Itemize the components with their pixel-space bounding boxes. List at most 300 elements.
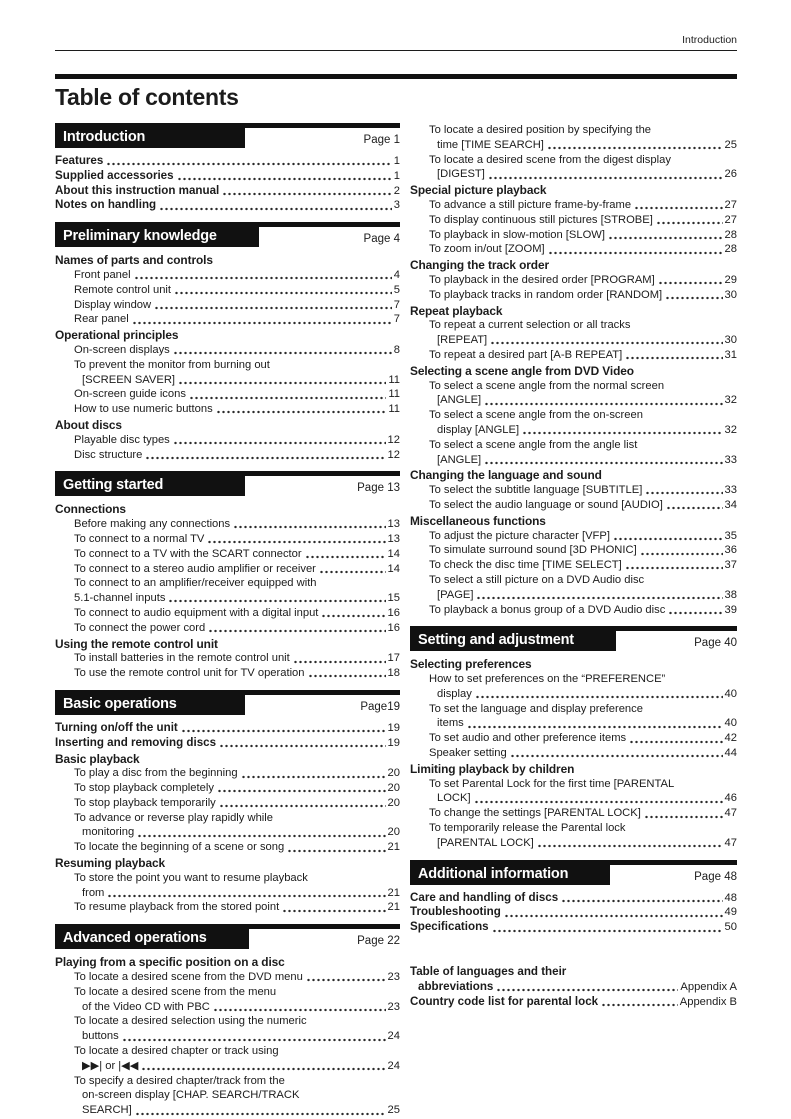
toc-entry-label: ▶▶| or |◀◀	[82, 1059, 139, 1072]
page-number: 24	[387, 1059, 400, 1072]
section-page-label: Page19	[360, 700, 400, 713]
toc-entry-label: To change the settings [PARENTAL LOCK]	[429, 807, 641, 820]
toc-entry-line	[74, 900, 400, 915]
leader-dots	[474, 800, 723, 804]
toc-entry	[410, 213, 737, 228]
toc-entry	[55, 387, 400, 402]
toc-entry-label: To install batteries in the remote control unit	[74, 652, 290, 665]
page-number: 20	[387, 782, 400, 795]
toc-entry-label: items	[437, 717, 464, 730]
toc-entry	[410, 348, 737, 363]
page-number: 12	[387, 448, 400, 461]
toc-entry-label: Speaker setting	[429, 747, 507, 760]
section-header	[55, 471, 400, 496]
page-number: 17	[387, 652, 400, 665]
title-rule	[55, 74, 737, 79]
leader-dots	[282, 909, 385, 913]
toc-entry-line	[429, 153, 737, 168]
leader-dots	[107, 894, 385, 898]
page-number: 7	[393, 313, 400, 326]
toc-entry	[55, 184, 400, 199]
leader-dots	[122, 1038, 386, 1042]
toc-subheading: Limiting playback by children	[410, 761, 575, 776]
toc-entry	[55, 900, 400, 915]
toc-entry-line	[429, 672, 737, 687]
leader-dots	[305, 555, 386, 559]
toc-entry-label: To resume playback from the stored point	[74, 901, 280, 914]
toc-entry	[55, 576, 400, 606]
leader-dots	[213, 1008, 386, 1012]
toc-subheading: Resuming playback	[55, 856, 165, 871]
toc-entry-line	[429, 318, 737, 333]
leader-dots	[475, 695, 723, 699]
page-number: 29	[724, 273, 737, 286]
toc-entry	[55, 448, 400, 463]
toc-subheading: Special picture playback	[410, 183, 547, 198]
toc-entry-line	[429, 777, 737, 792]
page-number: 19	[387, 721, 400, 734]
page-number: 48	[724, 891, 737, 904]
toc-entry	[410, 153, 737, 183]
page-number: 25	[724, 138, 737, 151]
toc-subheading: Changing the track order	[410, 258, 549, 273]
toc-entry	[410, 228, 737, 243]
toc-entry-line	[74, 985, 400, 1000]
toc-entry-label: To playback in slow-motion [SLOW]	[429, 228, 605, 241]
toc-entry-line	[429, 716, 737, 731]
leader-dots	[219, 804, 386, 808]
leader-dots	[484, 461, 722, 465]
toc-entry	[55, 358, 400, 388]
toc-entry-label: display	[437, 687, 472, 700]
leader-dots	[496, 988, 678, 992]
toc-entry-line	[74, 651, 400, 666]
leader-dots	[141, 1067, 385, 1071]
toc-entry-label: To set audio and other preference items	[429, 732, 627, 745]
toc-entry-line	[429, 687, 737, 702]
toc-entry-line	[429, 228, 737, 243]
toc-entry-line	[74, 970, 400, 985]
toc-entry	[410, 242, 737, 257]
toc-entry-label: To playback in the desired order [PROGRAM]	[429, 273, 655, 286]
leader-dots	[135, 1112, 386, 1116]
toc-entry	[410, 543, 737, 558]
page-number: 49	[724, 906, 737, 919]
toc-entry	[55, 985, 400, 1015]
page-content	[55, 34, 737, 1118]
toc-entry	[55, 606, 400, 621]
toc-entry	[55, 402, 400, 417]
toc-entry-label: Display window	[74, 298, 152, 311]
toc-entry-line	[74, 1029, 400, 1044]
toc-entry-label: To use the remote control unit for TV operation	[74, 667, 305, 680]
toc-entry-label: To specify a desired chapter/track from the	[74, 1074, 285, 1087]
toc-entry	[55, 796, 400, 811]
toc-entry-line	[74, 1059, 400, 1074]
toc-entry-label: To locate a desired scene from the menu	[74, 985, 277, 998]
toc-subheading: Repeat playback	[410, 303, 503, 318]
toc-entry-label: To connect to a stereo audio amplifier or receiver	[74, 562, 316, 575]
toc-entry	[410, 746, 737, 761]
toc-entry-line	[429, 213, 737, 228]
toc-entry-line	[429, 348, 737, 363]
toc-entry-label: [PAGE]	[437, 588, 474, 601]
toc-entry-label: On-screen guide icons	[74, 388, 186, 401]
toc-entry	[410, 529, 737, 544]
leader-dots	[216, 410, 387, 414]
leader-dots	[217, 789, 386, 793]
toc-entry	[55, 766, 400, 781]
page-number: 1	[393, 155, 400, 167]
toc-entry	[55, 532, 400, 547]
toc-entry-label: About this instruction manual	[55, 183, 220, 197]
toc-entry-line	[429, 821, 737, 836]
toc-entry-line	[74, 1000, 400, 1015]
toc-entry-line	[74, 840, 400, 855]
leader-dots	[168, 599, 385, 603]
toc-entry-label: To advance a still picture frame-by-frame	[429, 198, 632, 211]
page-number: 35	[724, 529, 737, 542]
section-header	[55, 924, 400, 949]
leader-dots	[241, 775, 386, 779]
toc-entry-label: To connect to a normal TV	[74, 532, 205, 545]
toc-entry-label: time [TIME SEARCH]	[437, 138, 544, 151]
toc-subheading: Miscellaneous functions	[410, 513, 546, 528]
page-number: 11	[388, 373, 400, 386]
section-header	[55, 123, 400, 148]
section-header	[410, 626, 737, 651]
section-page-label: Page 22	[357, 935, 400, 948]
toc-entry-line	[55, 721, 400, 736]
toc-entry	[55, 169, 400, 184]
section-header-label: Getting started	[63, 477, 164, 494]
section-header-box	[55, 929, 249, 949]
toc-entry	[410, 995, 737, 1010]
toc-entry	[55, 1044, 400, 1074]
page-number: 8	[393, 343, 400, 356]
toc-entry-line	[74, 312, 400, 327]
toc-entry	[410, 123, 737, 153]
toc-entry	[55, 562, 400, 577]
toc-entry-line	[429, 167, 737, 182]
leader-dots	[174, 291, 392, 295]
toc-entry-line	[429, 806, 737, 821]
toc-entry-line	[74, 621, 400, 636]
page-number: 14	[387, 562, 400, 575]
leader-dots	[233, 525, 385, 529]
page-number: 30	[724, 288, 737, 301]
toc-entry	[55, 651, 400, 666]
toc-subheading: Names of parts and controls	[55, 253, 213, 268]
toc-entry-label: To select the subtitle language [SUBTITLE]	[429, 484, 643, 497]
toc-entry-line	[429, 543, 737, 558]
toc-entry-line	[429, 423, 737, 438]
section-page-label: Page 4	[363, 233, 400, 246]
toc-entry-label: [DIGEST]	[437, 168, 485, 181]
toc-entry-line	[429, 453, 737, 468]
toc-entry-line	[429, 498, 737, 513]
leader-dots	[510, 754, 723, 758]
page-number: 32	[724, 394, 737, 407]
page-number: 15	[387, 592, 400, 605]
toc-entry-label: Specifications	[410, 920, 489, 934]
leader-dots	[537, 844, 723, 848]
leader-dots	[504, 914, 723, 918]
toc-entry-label: Care and handling of discs	[410, 890, 559, 904]
toc-entry-line	[74, 591, 400, 606]
toc-entry	[55, 547, 400, 562]
section-header	[55, 222, 400, 247]
toc-columns	[55, 123, 737, 1118]
toc-entry	[410, 379, 737, 409]
page-number: 14	[387, 547, 400, 560]
toc-entry-label: To simulate surround sound [3D PHONIC]	[429, 544, 637, 557]
toc-entry	[55, 154, 400, 169]
toc-entry-label: of the Video CD with PBC	[82, 1000, 210, 1013]
toc-column-right	[410, 123, 737, 1009]
toc-entry	[55, 268, 400, 283]
leader-dots	[222, 192, 392, 196]
toc-entry-line	[55, 736, 400, 751]
toc-entry	[55, 721, 400, 736]
leader-dots	[666, 506, 723, 510]
toc-entry	[410, 198, 737, 213]
section-header	[55, 690, 400, 715]
toc-entry-line	[429, 791, 737, 806]
toc-entry-line	[429, 603, 737, 618]
toc-entry-line	[74, 532, 400, 547]
leader-dots	[132, 321, 392, 325]
section-header-box	[55, 227, 259, 247]
leader-dots	[467, 725, 723, 729]
toc-entry-label: Turning on/off the unit	[55, 720, 178, 734]
page-number: 39	[724, 603, 737, 616]
toc-entry-line	[410, 905, 737, 920]
toc-entry-label: Troubleshooting	[410, 905, 501, 919]
toc-entry-line	[429, 573, 737, 588]
toc-entry	[410, 318, 737, 348]
toc-entry-label: SEARCH]	[82, 1104, 132, 1117]
toc-entry-line	[429, 393, 737, 408]
toc-subheading: Operational principles	[55, 328, 179, 343]
toc-entry-line	[55, 169, 400, 184]
page-number: 11	[388, 388, 400, 401]
toc-entry-line	[74, 781, 400, 796]
toc-entry	[410, 920, 737, 935]
toc-entry-label: To select the audio language or sound [AUDIO]	[429, 498, 663, 511]
leader-dots	[189, 396, 386, 400]
toc-entry-line	[429, 288, 737, 303]
toc-entry-label: Notes on handling	[55, 198, 157, 212]
toc-entry-label: How to use numeric buttons	[74, 403, 213, 416]
page-number: 21	[387, 901, 400, 914]
toc-entry-line	[410, 965, 737, 980]
toc-entry-line	[74, 562, 400, 577]
toc-entry-line	[429, 529, 737, 544]
toc-entry-line	[74, 606, 400, 621]
leader-dots	[177, 177, 392, 181]
toc-entry-line	[74, 298, 400, 313]
toc-entry-label: To locate a desired position by specifying the	[429, 124, 652, 136]
toc-entry	[410, 273, 737, 288]
toc-entry-line	[74, 1014, 400, 1029]
section-header	[410, 860, 737, 885]
toc-entry	[55, 840, 400, 855]
leader-dots	[634, 206, 722, 210]
toc-entry-label: Features	[55, 154, 104, 167]
leader-dots	[308, 674, 386, 678]
section-header-box	[55, 128, 245, 148]
toc-entry-label: How to set preferences on the “PREFERENCE”	[429, 673, 666, 686]
page-number: 11	[388, 403, 400, 416]
page-number: 24	[387, 1030, 400, 1043]
toc-entry-label: To repeat a desired part [A-B REPEAT]	[429, 348, 623, 361]
toc-entry-line	[429, 731, 737, 746]
toc-entry-label: abbreviations	[418, 979, 494, 993]
toc-entry-line	[429, 836, 737, 851]
page-number: 28	[724, 243, 737, 256]
toc-entry-label: To connect to an amplifier/receiver equipped with	[74, 577, 317, 590]
leader-dots	[207, 540, 385, 544]
toc-entry-line	[74, 448, 400, 463]
page-number: 19	[387, 736, 400, 749]
toc-entry	[410, 702, 737, 732]
toc-subheading: Changing the language and sound	[410, 468, 602, 483]
toc-entry	[55, 1014, 400, 1044]
toc-entry-line	[74, 796, 400, 811]
toc-entry	[55, 1074, 400, 1118]
page-number: 40	[724, 717, 737, 730]
toc-subheading: Using the remote control unit	[55, 636, 218, 651]
leader-dots	[173, 351, 392, 355]
page-number: 37	[724, 559, 737, 572]
toc-entry-label: Table of languages and their	[410, 965, 567, 979]
toc-entry-label: To play a disc from the beginning	[74, 767, 238, 780]
toc-entry-label: To adjust the picture character [VFP]	[429, 529, 610, 542]
toc-entry	[55, 871, 400, 901]
toc-entry-line	[55, 154, 400, 169]
page-number: 50	[724, 921, 737, 934]
page-number: 18	[387, 667, 400, 680]
toc-entry-label: To select a scene angle from the on-screen	[429, 409, 643, 422]
leader-dots	[613, 537, 723, 541]
leader-dots	[306, 978, 386, 982]
leader-dots	[154, 306, 392, 310]
toc-entry-line	[74, 517, 400, 532]
toc-entry	[55, 433, 400, 448]
toc-entry-label: To advance or reverse play rapidly while	[74, 811, 273, 824]
toc-entry	[410, 438, 737, 468]
section-header-label: Introduction	[63, 129, 146, 145]
toc-entry-line	[74, 268, 400, 283]
toc-subheading: About discs	[55, 417, 122, 432]
toc-entry-line	[429, 746, 737, 761]
page-number: 2	[393, 184, 400, 197]
toc-entry-line	[429, 123, 737, 138]
toc-entry	[55, 666, 400, 681]
page-number: 32	[724, 423, 737, 436]
leader-dots	[561, 899, 722, 903]
toc-entry-label: To display continuous still pictures [STROBE]	[429, 213, 653, 226]
toc-entry-label: To check the disc time [TIME SELECT]	[429, 559, 622, 572]
toc-entry-line	[74, 433, 400, 448]
toc-entry	[410, 806, 737, 821]
page-number: 33	[724, 453, 737, 466]
toc-entry	[55, 298, 400, 313]
page-number: 3	[393, 199, 400, 212]
toc-entry	[410, 891, 737, 906]
leader-dots	[106, 162, 391, 166]
toc-entry	[410, 573, 737, 603]
section-header-box	[410, 631, 616, 651]
toc-entry-line	[410, 891, 737, 906]
toc-entry	[410, 821, 737, 851]
toc-entry-line	[429, 588, 737, 603]
leader-dots	[492, 929, 723, 933]
leader-dots	[476, 596, 722, 600]
toc-entry	[55, 621, 400, 636]
section-page-label: Page 13	[357, 482, 400, 495]
toc-entry-label: [SCREEN SAVER]	[82, 373, 176, 386]
leader-dots	[137, 834, 385, 838]
toc-entry-line	[74, 547, 400, 562]
toc-entry-label: [REPEAT]	[437, 334, 488, 347]
toc-entry-line	[74, 871, 400, 886]
leader-dots	[293, 660, 386, 664]
toc-entry-label: Rear panel	[74, 313, 129, 326]
toc-entry	[410, 498, 737, 513]
toc-entry	[410, 965, 737, 995]
toc-entry	[55, 736, 400, 751]
toc-entry-label: Supplied accessories	[55, 168, 174, 182]
toc-entry-label: To locate a desired selection using the numeric	[74, 1015, 307, 1028]
page-number: 16	[387, 621, 400, 634]
toc-entry-label: on-screen display [CHAP. SEARCH/TRACK	[82, 1089, 300, 1102]
toc-entry-label: To playback a bonus group of a DVD Audio disc	[429, 603, 666, 616]
page-title: Table of contents	[55, 84, 239, 110]
leader-dots	[321, 614, 385, 618]
toc-entry-label: [ANGLE]	[437, 394, 482, 407]
toc-entry-label: To select a still picture on a DVD Audio disc	[429, 573, 645, 586]
toc-entry-line	[74, 283, 400, 298]
leader-dots	[178, 381, 386, 385]
toc-entry	[410, 288, 737, 303]
toc-entry	[55, 198, 400, 213]
leader-dots	[484, 402, 722, 406]
toc-entry-line	[74, 766, 400, 781]
toc-entry-label: To locate a desired scene from the DVD menu	[74, 971, 303, 984]
leader-dots	[601, 1003, 678, 1007]
section-header-box	[55, 695, 245, 715]
page-number: 16	[387, 606, 400, 619]
page-number: 23	[387, 971, 400, 984]
toc-entry-label: Country code list for parental lock	[410, 994, 599, 1008]
page-number: 30	[724, 334, 737, 347]
leader-dots	[608, 236, 723, 240]
toc-entry-label: To connect to a TV with the SCART connector	[74, 547, 302, 560]
leader-dots	[159, 207, 392, 211]
toc-entry	[55, 970, 400, 985]
page-number: 47	[724, 807, 737, 820]
toc-entry	[410, 408, 737, 438]
leader-dots	[208, 629, 385, 633]
leader-dots	[181, 729, 386, 733]
leader-dots	[656, 221, 723, 225]
toc-entry-label: On-screen displays	[74, 343, 170, 356]
page-number: 33	[724, 484, 737, 497]
toc-entry-line	[55, 198, 400, 213]
leader-dots	[640, 552, 723, 556]
